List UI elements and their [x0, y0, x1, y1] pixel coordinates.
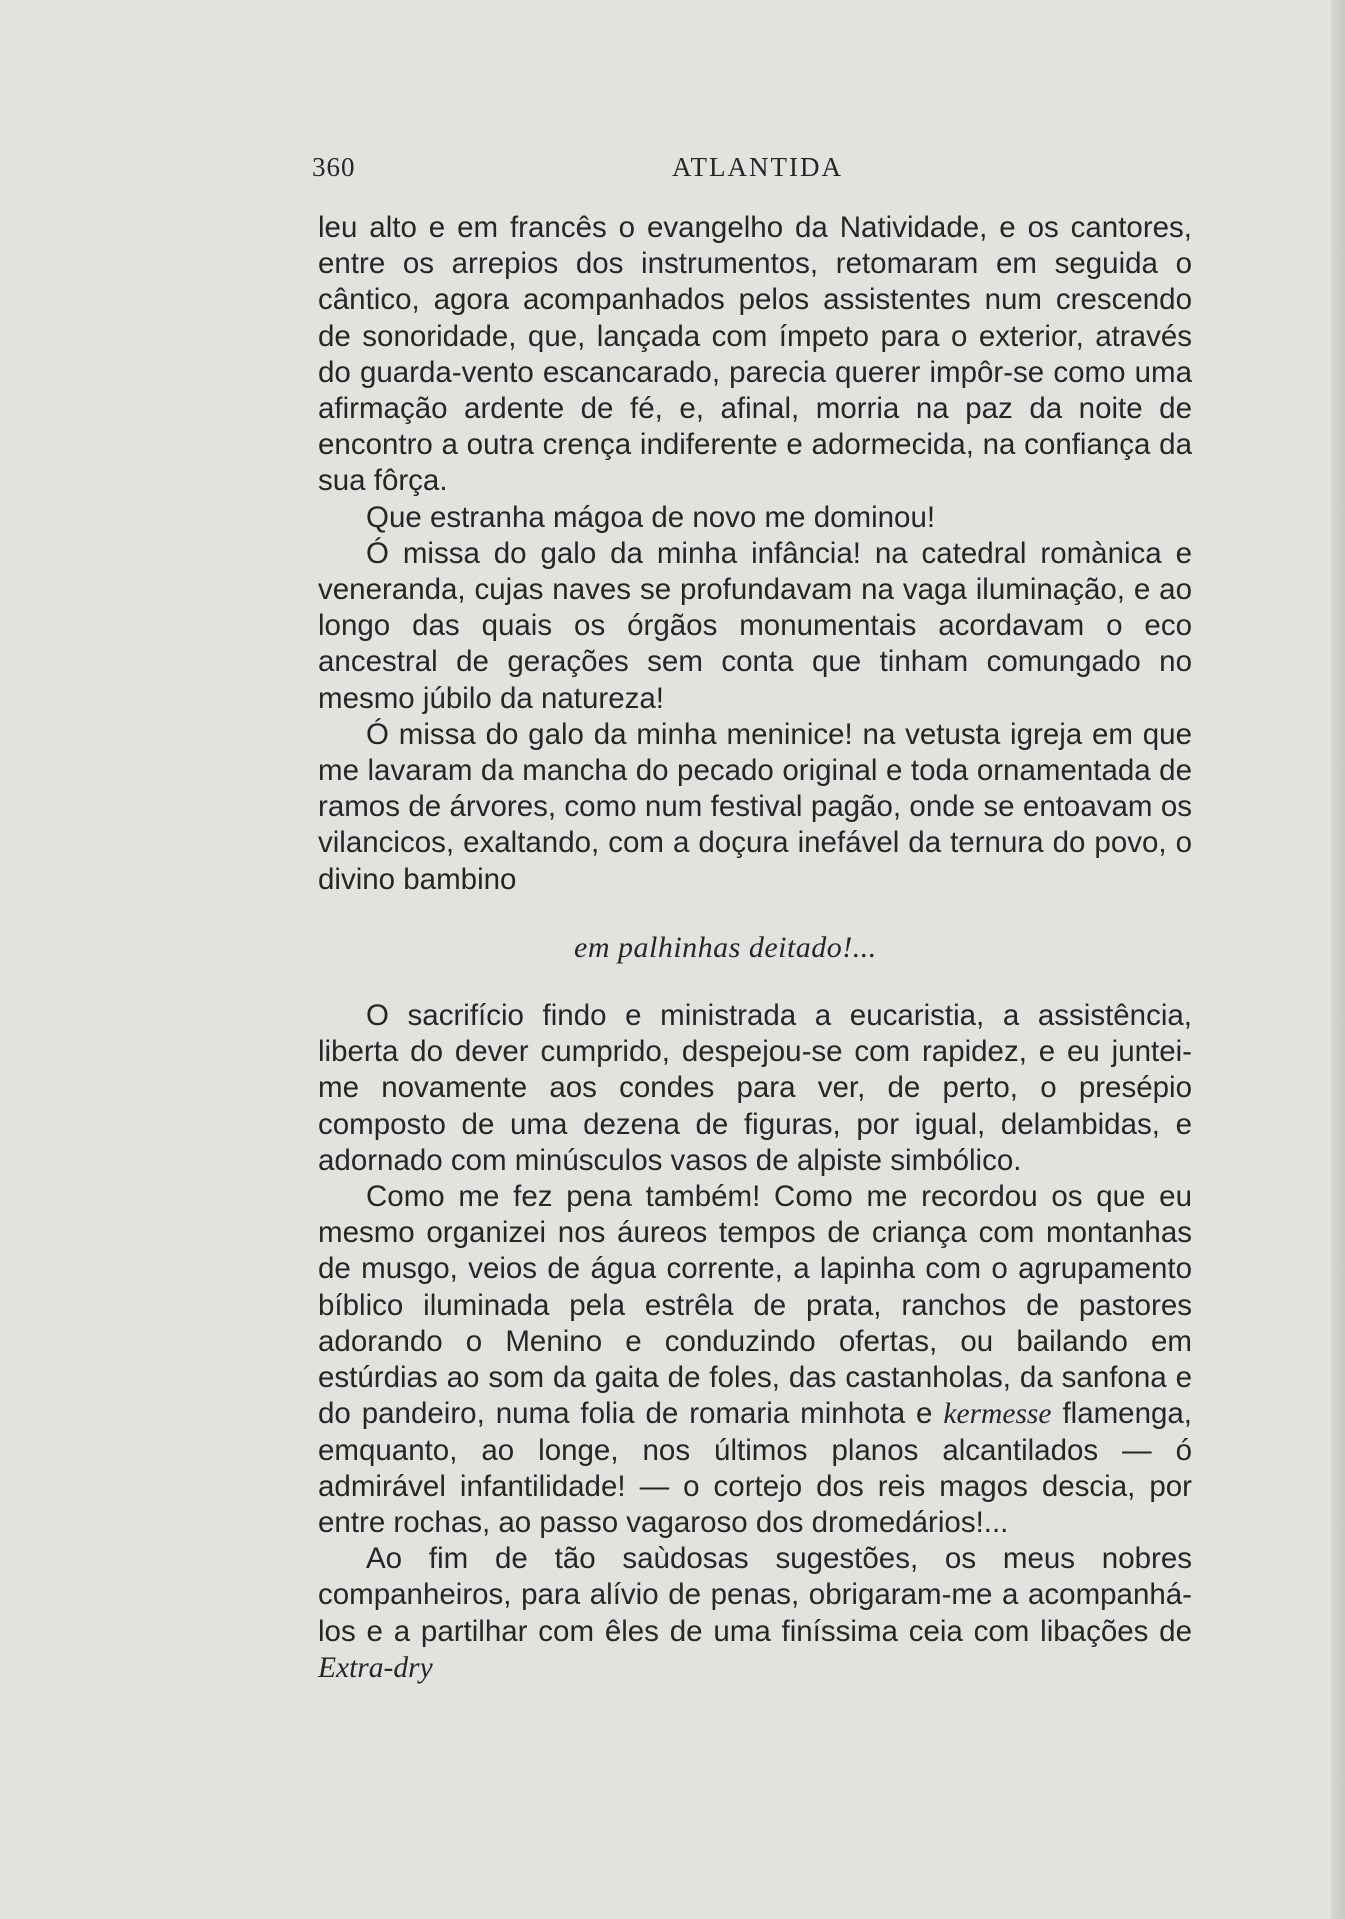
verse-line: em palhinhas deitado!... — [574, 930, 877, 964]
paragraph-6 — [318, 1179, 1192, 1541]
page-number: 360 — [312, 152, 356, 182]
running-title: ATLANTIDA — [672, 152, 843, 182]
body-text — [318, 210, 1192, 1686]
paragraph-6-italic: kermesse — [943, 1398, 1052, 1431]
paragraph-4: Ó missa do galo da minha meninice! na vetusta igreja em que me lavaram da mancha do pecado original e toda ornamentada de ramos de árvores, como num festival pagão, onde se entoavam os vilancicos, exaltando, com a doçura inefável da ternura do povo, o divino bambino — [318, 717, 1192, 896]
paragraph-7-text: Ao fim de tão saùdosas sugestões, os meus nobres companheiros, para alívio de penas, obrigaram-me a acompanhá-los e a partilhar com êles de uma finíssima ceia com libações de — [318, 1542, 1192, 1648]
paragraph-6-text-a: Como me fez pena também! Como me recordou os que eu mesmo organizei nos áureos tempos de criança com montanhas de musgo, veios de água corrente, a lapinha com o agrupamento bíblico iluminada pela estrêla de prata, ranchos de pastores adorando o Menino e conduzindo ofertas, ou bailando em estúrdias ao som da gaita de foles, das castanholas, da sanfona e do pandeiro, numa folia de romaria minhota e — [318, 1180, 1192, 1431]
paragraph-3: Ó missa do galo da minha infância! na catedral romànica e veneranda, cujas naves se profundavam na vaga iluminação, e ao longo das quais os órgãos monumentais acordavam o eco ancestral de gerações sem conta que tinham comungado no mesmo júbilo da natureza! — [318, 536, 1192, 715]
paragraph-7 — [318, 1541, 1192, 1686]
paragraph-7-italic: Extra-dry — [318, 1651, 433, 1684]
page-edge — [1331, 0, 1345, 1919]
page-header — [312, 152, 1192, 192]
paragraph-6-text-b: flamenga, emquanto, ao longe, nos últimos planos alcantilados — ó admirável infantilidade! — o cortejo dos reis magos descia, por entre rochas, ao passo vagaroso dos dromedários!... — [318, 1397, 1193, 1539]
paragraph-5: O sacrifício findo e ministrada a eucaristia, a assistência, liberta do dever cumprido, despejou-se com rapidez, e eu juntei-me novamente aos condes para ver, de perto, o presépio composto de uma dezena de figuras, por igual, delambidas, e adornado com minúsculos vasos de alpiste simbólico. — [318, 999, 1192, 1177]
paragraph-2: Que estranha mágoa de novo me dominou! — [366, 500, 936, 534]
paragraph-1: leu alto e em francês o evangelho da Natividade, e os cantores, entre os arrepios dos instrumentos, retomaram em seguida o cântico, agora acompanhados pelos assistentes num crescendo de sonoridade, que, lançada com ímpeto para o exterior, através do guarda-vento escancarado, parecia querer impôr-se como uma afirmação ardente de fé, e, afinal, morria na paz da noite de encontro a outra crença indiferente e adormecida, na confiança da sua fôrça. — [318, 211, 1192, 498]
